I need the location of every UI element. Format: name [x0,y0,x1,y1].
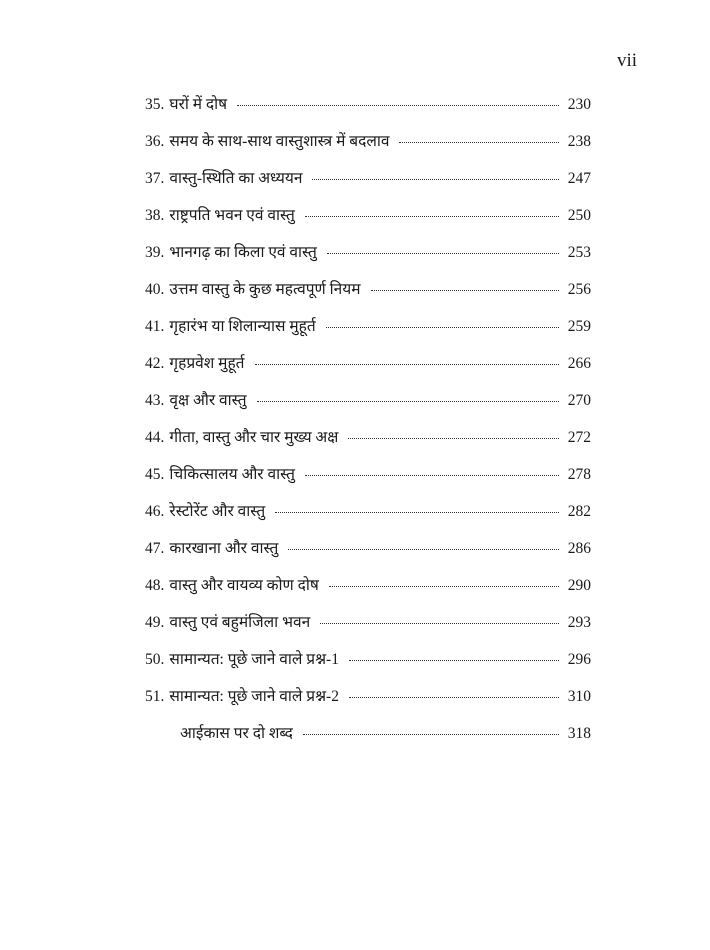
entry-number: 40. [145,281,165,298]
toc-entry [145,129,591,166]
entry-title: गृहप्रवेश मुहूर्त [169,355,245,372]
dot-leader [312,179,559,180]
entry-number: 39. [145,244,165,261]
toc-entry [145,92,591,129]
toc-entry [145,425,591,462]
dot-leader [305,216,559,217]
toc-entry [145,240,591,277]
entry-title: वास्तु एवं बहुमंजिला भवन [169,614,311,631]
dot-leader [329,586,559,587]
toc-entry [145,499,591,536]
dot-leader [305,475,559,476]
entry-title: घरों में दोष [169,96,228,113]
entry-number: 49. [145,614,165,631]
entry-page: 290 [567,577,591,594]
toc-entry [145,277,591,314]
toc-entry [145,203,591,240]
entry-title: उत्तम वास्तु के कुछ महत्वपूर्ण नियम [169,281,361,298]
entry-number: 42. [145,355,165,372]
toc-entry [145,684,591,721]
entry-page: 282 [567,503,591,520]
entry-title: राष्ट्रपति भवन एवं वास्तु [169,207,295,224]
entry-number: 37. [145,170,165,187]
toc-entry [145,314,591,351]
dot-leader [303,734,559,735]
entry-page: 259 [567,318,591,335]
entry-page: 238 [567,133,591,150]
table-of-contents [145,92,591,758]
entry-title: कारखाना और वास्तु [169,540,279,557]
toc-entry [145,388,591,425]
entry-number: 51. [145,688,165,705]
entry-page: 318 [567,725,591,742]
entry-page: 278 [567,466,591,483]
dot-leader [399,142,559,143]
entry-title: वास्तु-स्थिति का अध्ययन [169,170,303,187]
dot-leader [349,660,559,661]
entry-number: 36. [145,133,165,150]
entry-page: 256 [567,281,591,298]
page-number: vii [617,50,638,71]
dot-leader [257,401,559,402]
entry-number: 45. [145,466,165,483]
entry-title: वृक्ष और वास्तु [169,392,247,409]
entry-title: रेस्टोरेंट और वास्तु [169,503,266,520]
dot-leader [320,623,559,624]
entry-number: 50. [145,651,165,668]
toc-entry [145,462,591,499]
entry-number: 47. [145,540,165,557]
dot-leader [348,438,559,439]
entry-page: 293 [567,614,591,631]
entry-page: 253 [567,244,591,261]
entry-title: वास्तु और वायव्य कोण दोष [169,577,319,594]
entry-page: 250 [567,207,591,224]
entry-title: समय के साथ-साथ वास्तुशास्त्र में बदलाव [169,133,390,150]
dot-leader [237,105,559,106]
entry-title: आईकास पर दो शब्द [180,725,293,742]
dot-leader [326,327,559,328]
entry-page: 296 [567,651,591,668]
dot-leader [255,364,559,365]
entry-number: 48. [145,577,165,594]
dot-leader [327,253,559,254]
entry-page: 266 [567,355,591,372]
toc-entry [145,536,591,573]
entry-number: 41. [145,318,165,335]
dot-leader [288,549,559,550]
entry-title: सामान्यत: पूछे जाने वाले प्रश्न-1 [169,651,339,668]
entry-number: 44. [145,429,165,446]
toc-entry [145,647,591,684]
entry-page: 247 [567,170,591,187]
dot-leader [275,512,559,513]
entry-number: 35. [145,96,165,113]
entry-number: 43. [145,392,165,409]
entry-title: सामान्यत: पूछे जाने वाले प्रश्न-2 [169,688,339,705]
entry-number: 38. [145,207,165,224]
entry-number: 46. [145,503,165,520]
dot-leader [371,290,559,291]
toc-entry [145,721,591,758]
entry-page: 310 [567,688,591,705]
dot-leader [349,697,559,698]
toc-entry [145,610,591,647]
entry-page: 286 [567,540,591,557]
toc-entry [145,166,591,203]
entry-title: गीता, वास्तु और चार मुख्य अक्ष [169,429,339,446]
entry-title: गृहारंभ या शिलान्यास मुहूर्त [169,318,316,335]
entry-title: चिकित्सालय और वास्तु [169,466,296,483]
toc-entry [145,573,591,610]
entry-page: 272 [567,429,591,446]
entry-page: 270 [567,392,591,409]
entry-title: भानगढ़ का किला एवं वास्तु [169,244,317,261]
toc-entry [145,351,591,388]
entry-page: 230 [567,96,591,113]
